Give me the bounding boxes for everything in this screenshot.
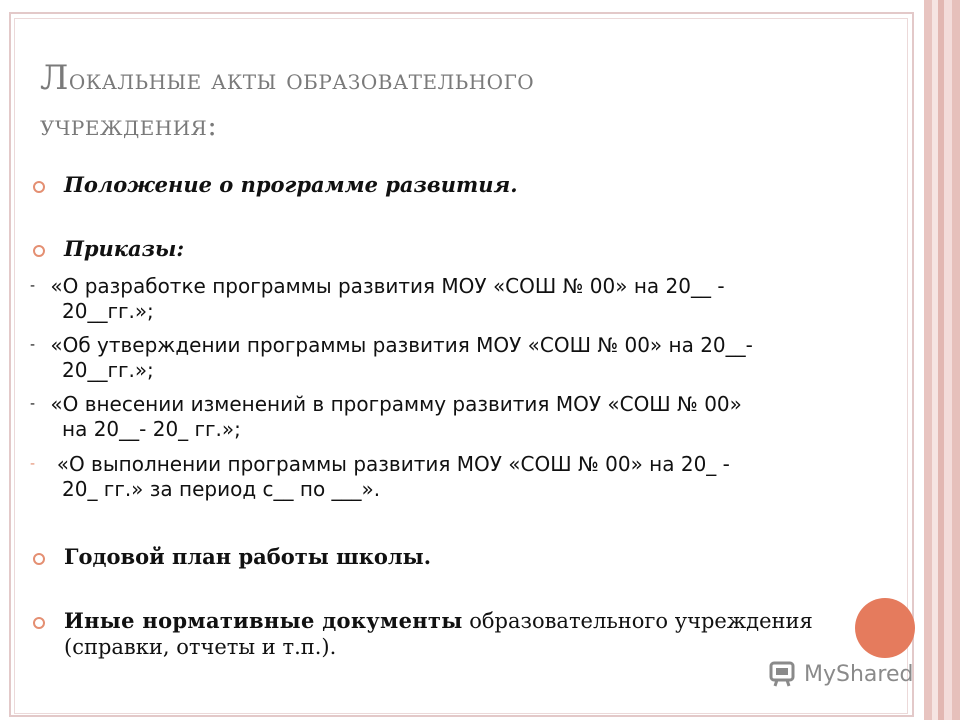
- watermark: [768, 656, 913, 692]
- item-regulation: Положение о программе развития.: [64, 172, 518, 197]
- bullet-icon: [32, 180, 46, 194]
- title-initial: Л: [40, 58, 69, 98]
- title-line1: окальные акты образовательного: [68, 63, 535, 96]
- order-item: - «О разработке программы развития МОУ «СОШ № 00» на 20__ - 20__гг.»;: [30, 274, 725, 323]
- item-orders-heading: Приказы:: [64, 236, 185, 261]
- order-item: - «О выполнении программы развития МОУ «СОШ № 00» на 20_ - 20_ гг.» за период с__ по ___».: [30, 452, 730, 501]
- bullet-icon: [32, 244, 46, 258]
- item-other-documents: Иные нормативные документы образовательного учреждения (справки, отчеты и т.п.).: [64, 608, 813, 659]
- myshared-logo-icon: [768, 659, 798, 689]
- decorative-side-stripes: [918, 0, 960, 720]
- bullet-icon: [32, 616, 46, 630]
- order-item: - «Об утверждении программы развития МОУ «СОШ № 00» на 20__- 20__гг.»;: [30, 333, 753, 382]
- bullet-icon: [32, 552, 46, 566]
- order-item: - «О внесении изменений в программу развития МОУ «СОШ № 00» на 20__- 20_ гг.»;: [30, 392, 742, 441]
- title-line2: учреждения:: [40, 109, 218, 142]
- item-annual-plan: Годовой план работы школы.: [64, 544, 432, 569]
- slide-title: [40, 55, 840, 149]
- watermark-text: MyShared: [804, 661, 914, 687]
